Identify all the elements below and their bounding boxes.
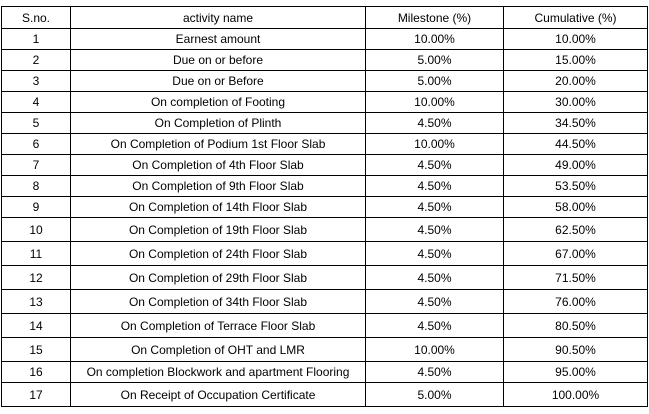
table-row — [2, 314, 648, 338]
row-cumulative: 80.50% — [504, 314, 648, 338]
header-cumulative: Cumulative (%) — [504, 7, 648, 29]
row-cumulative: 76.00% — [504, 290, 648, 314]
table-row — [2, 362, 648, 383]
table-row — [2, 218, 648, 242]
table-header-row — [2, 7, 648, 29]
row-cumulative: 10.00% — [504, 29, 648, 50]
row-activity-name: On Completion of 34th Floor Slab — [71, 290, 366, 314]
row-sno: 14 — [2, 314, 71, 338]
row-sno: 13 — [2, 290, 71, 314]
table-row — [2, 155, 648, 176]
row-activity-name: On completion Blockwork and apartment Flooring — [71, 362, 366, 383]
row-cumulative: 44.50% — [504, 134, 648, 155]
row-milestone: 10.00% — [366, 92, 504, 113]
row-sno: 1 — [2, 29, 71, 50]
row-activity-name: On Completion of OHT and LMR — [71, 338, 366, 362]
row-milestone: 4.50% — [366, 242, 504, 266]
row-milestone: 4.50% — [366, 290, 504, 314]
table-row — [2, 242, 648, 266]
row-milestone: 5.00% — [366, 50, 504, 71]
row-milestone: 4.50% — [366, 113, 504, 134]
row-activity-name: On Receipt of Occupation Certificate — [71, 383, 366, 407]
row-milestone: 4.50% — [366, 218, 504, 242]
row-sno: 7 — [2, 155, 71, 176]
header-sno: S.no. — [2, 7, 71, 29]
row-cumulative: 15.00% — [504, 50, 648, 71]
row-cumulative: 67.00% — [504, 242, 648, 266]
row-cumulative: 58.00% — [504, 197, 648, 218]
row-sno: 6 — [2, 134, 71, 155]
row-cumulative: 20.00% — [504, 71, 648, 92]
row-sno: 17 — [2, 383, 71, 407]
row-cumulative: 95.00% — [504, 362, 648, 383]
row-milestone: 4.50% — [366, 176, 504, 197]
table-row — [2, 176, 648, 197]
row-cumulative: 71.50% — [504, 266, 648, 290]
row-sno: 3 — [2, 71, 71, 92]
row-sno: 9 — [2, 197, 71, 218]
row-cumulative: 30.00% — [504, 92, 648, 113]
table-row — [2, 50, 648, 71]
row-activity-name: On Completion of 19th Floor Slab — [71, 218, 366, 242]
row-cumulative: 62.50% — [504, 218, 648, 242]
header-activity-name: activity name — [71, 7, 366, 29]
row-activity-name: On Completion of 24th Floor Slab — [71, 242, 366, 266]
table-row — [2, 266, 648, 290]
row-cumulative: 100.00% — [504, 383, 648, 407]
row-activity-name: On Completion of 9th Floor Slab — [71, 176, 366, 197]
row-milestone: 4.50% — [366, 362, 504, 383]
row-cumulative: 34.50% — [504, 113, 648, 134]
row-activity-name: On Completion of 4th Floor Slab — [71, 155, 366, 176]
row-activity-name: Due on or before — [71, 50, 366, 71]
table-row — [2, 383, 648, 407]
row-activity-name: Earnest amount — [71, 29, 366, 50]
row-sno: 10 — [2, 218, 71, 242]
row-milestone: 10.00% — [366, 134, 504, 155]
row-activity-name: On Completion of 14th Floor Slab — [71, 197, 366, 218]
row-activity-name: On Completion of Plinth — [71, 113, 366, 134]
row-sno: 2 — [2, 50, 71, 71]
row-cumulative: 90.50% — [504, 338, 648, 362]
table-row — [2, 29, 648, 50]
row-activity-name: Due on or Before — [71, 71, 366, 92]
row-sno: 12 — [2, 266, 71, 290]
row-sno: 5 — [2, 113, 71, 134]
row-activity-name: On Completion of Podium 1st Floor Slab — [71, 134, 366, 155]
row-sno: 4 — [2, 92, 71, 113]
row-activity-name: On Completion of 29th Floor Slab — [71, 266, 366, 290]
row-milestone: 5.00% — [366, 71, 504, 92]
row-milestone: 5.00% — [366, 383, 504, 407]
row-cumulative: 53.50% — [504, 176, 648, 197]
row-sno: 8 — [2, 176, 71, 197]
row-activity-name: On Completion of Terrace Floor Slab — [71, 314, 366, 338]
row-activity-name: On completion of Footing — [71, 92, 366, 113]
row-sno: 11 — [2, 242, 71, 266]
header-milestone: Milestone (%) — [366, 7, 504, 29]
row-milestone: 4.50% — [366, 155, 504, 176]
table-row — [2, 71, 648, 92]
table-row — [2, 290, 648, 314]
row-milestone: 4.50% — [366, 266, 504, 290]
row-milestone: 4.50% — [366, 197, 504, 218]
table-row — [2, 92, 648, 113]
row-sno: 15 — [2, 338, 71, 362]
payment-schedule-table — [1, 6, 648, 407]
row-sno: 16 — [2, 362, 71, 383]
row-milestone: 10.00% — [366, 29, 504, 50]
table-row — [2, 134, 648, 155]
row-cumulative: 49.00% — [504, 155, 648, 176]
table-row — [2, 197, 648, 218]
table-row — [2, 113, 648, 134]
row-milestone: 4.50% — [366, 314, 504, 338]
row-milestone: 10.00% — [366, 338, 504, 362]
table-row — [2, 338, 648, 362]
